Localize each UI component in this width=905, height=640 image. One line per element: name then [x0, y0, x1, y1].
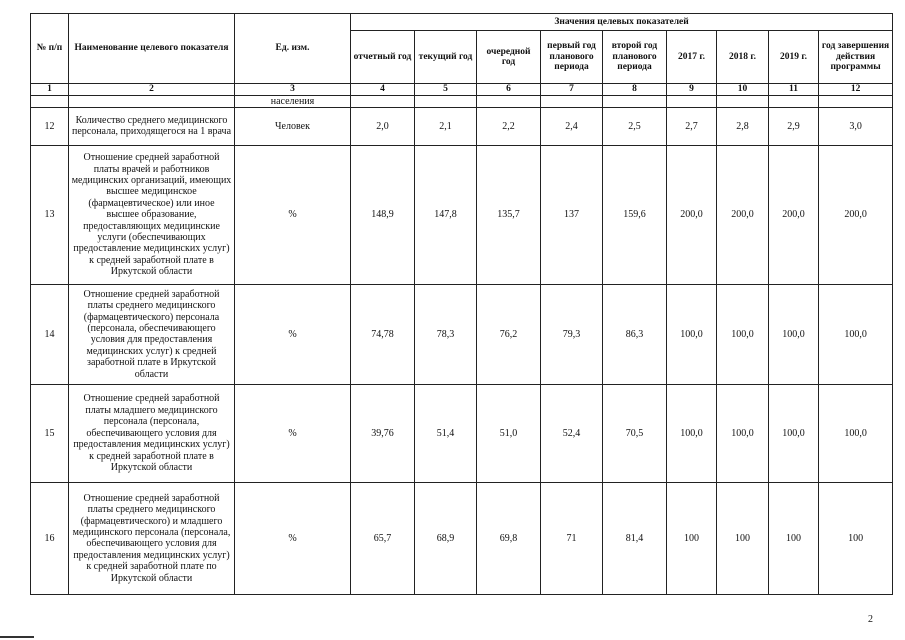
target-indicators-table [30, 13, 893, 595]
header-col: второй год планового периода [603, 31, 667, 84]
row-value: 100,0 [667, 284, 717, 384]
header-group: Значения целевых показателей [351, 14, 893, 31]
header-col: текущий год [415, 31, 477, 84]
row-value: 3,0 [819, 107, 893, 145]
carry-over-row [31, 95, 893, 107]
row-value: 81,4 [603, 482, 667, 594]
row-value: 100,0 [769, 384, 819, 482]
row-value: 100,0 [717, 384, 769, 482]
row-value: 148,9 [351, 145, 415, 284]
row-num: 13 [31, 145, 69, 284]
row-value: 159,6 [603, 145, 667, 284]
row-num: 16 [31, 482, 69, 594]
col-number: 12 [819, 84, 893, 96]
col-number: 1 [31, 84, 69, 96]
table-row [31, 145, 893, 284]
row-num: 14 [31, 284, 69, 384]
row-value: 65,7 [351, 482, 415, 594]
column-number-row [31, 84, 893, 96]
col-number: 4 [351, 84, 415, 96]
row-value: 100 [667, 482, 717, 594]
row-value: 2,2 [477, 107, 541, 145]
col-number: 11 [769, 84, 819, 96]
row-value: 71 [541, 482, 603, 594]
col-number: 3 [235, 84, 351, 96]
row-value: 79,3 [541, 284, 603, 384]
table-row [31, 107, 893, 145]
row-value: 74,78 [351, 284, 415, 384]
scan-edge-mark [0, 636, 34, 638]
row-value: 100,0 [819, 284, 893, 384]
col-number: 2 [69, 84, 235, 96]
row-value: 200,0 [717, 145, 769, 284]
row-value: 200,0 [667, 145, 717, 284]
row-value: 78,3 [415, 284, 477, 384]
row-value: 100 [717, 482, 769, 594]
header-col: 2017 г. [667, 31, 717, 84]
header-col: отчетный год [351, 31, 415, 84]
row-unit: Человек [235, 107, 351, 145]
row-value: 100,0 [769, 284, 819, 384]
row-value: 86,3 [603, 284, 667, 384]
header-col: первый год планового периода [541, 31, 603, 84]
row-num: 15 [31, 384, 69, 482]
row-name: Отношение средней заработной платы младшего медицинского персонала (персонала, обеспечивающего условия для предоставления медицинских услуг) к средней заработной плате в Иркутской области [69, 384, 235, 482]
header-col: год завершения действия программы [819, 31, 893, 84]
row-value: 69,8 [477, 482, 541, 594]
row-value: 70,5 [603, 384, 667, 482]
row-value: 2,8 [717, 107, 769, 145]
header-col: очередной год [477, 31, 541, 84]
row-unit: % [235, 284, 351, 384]
row-unit: % [235, 384, 351, 482]
table-row [31, 284, 893, 384]
table-row [31, 384, 893, 482]
row-unit: % [235, 482, 351, 594]
row-value: 2,0 [351, 107, 415, 145]
carry-over-unit: населения [235, 95, 351, 107]
header-name: Наименование целевого показателя [69, 14, 235, 84]
row-name: Отношение средней заработной платы врачей и работников медицинских организаций, имеющих высшее медицинское (фармацевтическое) или иное высшее образование, предоставляющих медицинские услуги (обеспечивающих предоставление медицинских услуг) к средней заработной плате в Иркутской области [69, 145, 235, 284]
header-unit: Ед. изм. [235, 14, 351, 84]
row-value: 137 [541, 145, 603, 284]
row-value: 200,0 [769, 145, 819, 284]
row-value: 100,0 [667, 384, 717, 482]
row-value: 200,0 [819, 145, 893, 284]
page-number: 2 [868, 614, 873, 625]
col-number: 7 [541, 84, 603, 96]
col-number: 6 [477, 84, 541, 96]
col-number: 5 [415, 84, 477, 96]
row-name: Количество среднего медицинского персонала, приходящегося на 1 врача [69, 107, 235, 145]
row-value: 68,9 [415, 482, 477, 594]
row-value: 2,7 [667, 107, 717, 145]
row-name: Отношение средней заработной платы среднего медицинского (фармацевтического) и младшего медицинского персонала (персонала, обеспечивающего условия для предоставления медицинских услуг) к средней заработной плате по Иркутской области [69, 482, 235, 594]
row-value: 100,0 [819, 384, 893, 482]
row-value: 52,4 [541, 384, 603, 482]
col-number: 9 [667, 84, 717, 96]
header-num: № п/п [31, 14, 69, 84]
row-value: 2,9 [769, 107, 819, 145]
row-value: 51,4 [415, 384, 477, 482]
row-value: 2,5 [603, 107, 667, 145]
row-name: Отношение средней заработной платы среднего медицинского (фармацевтического) персонала (персонала, обеспечивающего условия для предоставления медицинских услуг) к средней заработной плате в Иркутской области [69, 284, 235, 384]
row-value: 100,0 [717, 284, 769, 384]
row-value: 51,0 [477, 384, 541, 482]
row-value: 135,7 [477, 145, 541, 284]
header-col: 2018 г. [717, 31, 769, 84]
row-num: 12 [31, 107, 69, 145]
table-row [31, 482, 893, 594]
row-value: 2,1 [415, 107, 477, 145]
row-value: 39,76 [351, 384, 415, 482]
row-unit: % [235, 145, 351, 284]
row-value: 100 [819, 482, 893, 594]
col-number: 8 [603, 84, 667, 96]
row-value: 2,4 [541, 107, 603, 145]
header-col: 2019 г. [769, 31, 819, 84]
row-value: 147,8 [415, 145, 477, 284]
col-number: 10 [717, 84, 769, 96]
row-value: 76,2 [477, 284, 541, 384]
row-value: 100 [769, 482, 819, 594]
